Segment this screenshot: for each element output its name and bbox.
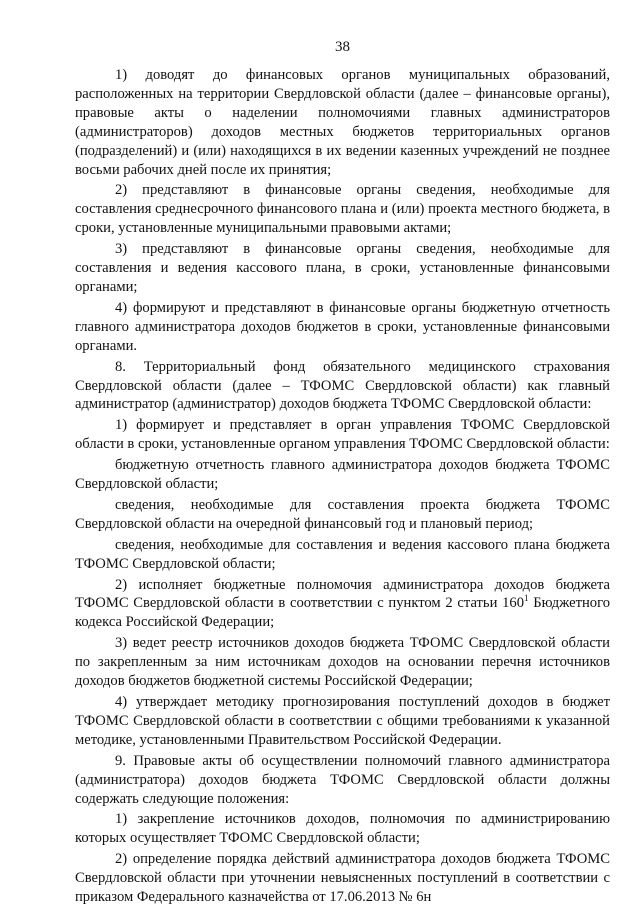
superscript: 1: [524, 593, 529, 604]
paragraph: 3) ведет реестр источников доходов бюджета ТФОМС Свердловской области по закрепленным за ним источникам доходов на основании перечня источников доходов бюджетов бюджетной системы Российской Федерации;: [75, 635, 610, 690]
paragraph: 9. Правовые акты об осуществлении полномочий главного администратора (администратора) доходов бюджета ТФОМС Свердловской области должны содержать следующие положения:: [75, 752, 610, 807]
paragraph: 1) формирует и представляет в орган управления ТФОМС Свердловской области в сроки, установленные органом управления ТФОМС Свердловской области:: [75, 417, 610, 453]
paragraph: 3) представляют в финансовые органы сведения, необходимые для составления и ведения кассового плана, в сроки, установленные финансовыми органами;: [75, 241, 610, 295]
paragraph: 2) представляют в финансовые органы сведения, необходимые для составления среднесрочного финансового плана и (или) проекта местного бюджета, в сроки, установленные муниципальными правовыми актами;: [75, 182, 610, 237]
paragraph: сведения, необходимые для составления и ведения кассового плана бюджета ТФОМС Свердловской области;: [75, 536, 610, 572]
paragraph: 2) определение порядка действий администратора доходов бюджета ТФОМС Свердловской области при уточнении невыясненных поступлений в соответствии с приказом Федерального казначейства от 17.06.2013 № 6н: [75, 851, 610, 906]
paragraph: сведения, необходимые для составления проекта бюджета ТФОМС Свердловской области на очередной финансовый год и плановый период;: [75, 496, 610, 532]
paragraph: 4) утверждает методику прогнозирования поступлений доходов в бюджет ТФОМС Свердловской области в соответствии с общими требованиями к указанной методике, установленными Правительством Российской Федерации.: [75, 694, 610, 748]
paragraph-text: Бюджетного кодекса Российской Федерации;: [75, 595, 611, 631]
paragraph: 1) доводят до финансовых органов муниципальных образований, расположенных на территории Свердловской области (далее – финансовые органы), правовые акты о наделении полномочиями главных администраторов (администраторов) доходов местных бюджетов территориальных органов (подразделений) и (или) находящихся в их ведении казенных учреждений не позднее восьми рабочих дней после их принятия;: [75, 67, 610, 178]
paragraph: 4) формируют и представляют в финансовые органы бюджетную отчетность главного администратора доходов бюджетов в сроки, установленные финансовыми органами.: [75, 299, 610, 354]
paragraph-with-superscript: [75, 576, 610, 633]
document-page: [75, 0, 610, 909]
paragraph: бюджетную отчетность главного администратора доходов бюджета ТФОМС Свердловской области;: [75, 457, 610, 493]
paragraph-text: 2) исполняет бюджетные полномочия администратора доходов бюджета ТФОМС Свердловской области в соответствии с пунктом 2 статьи 160: [75, 576, 610, 612]
page-number: 38: [335, 39, 350, 55]
paragraph: 1) закрепление источников доходов, полномочия по администрированию которых осуществляет ТФОМС Свердловской области;: [75, 811, 610, 847]
paragraph: 8. Территориальный фонд обязательного медицинского страхования Свердловской области (далее – ТФОМС Свердловской области) как главный администратор (администратор) доходов бюджета ТФОМС Свердловской области:: [75, 358, 610, 413]
